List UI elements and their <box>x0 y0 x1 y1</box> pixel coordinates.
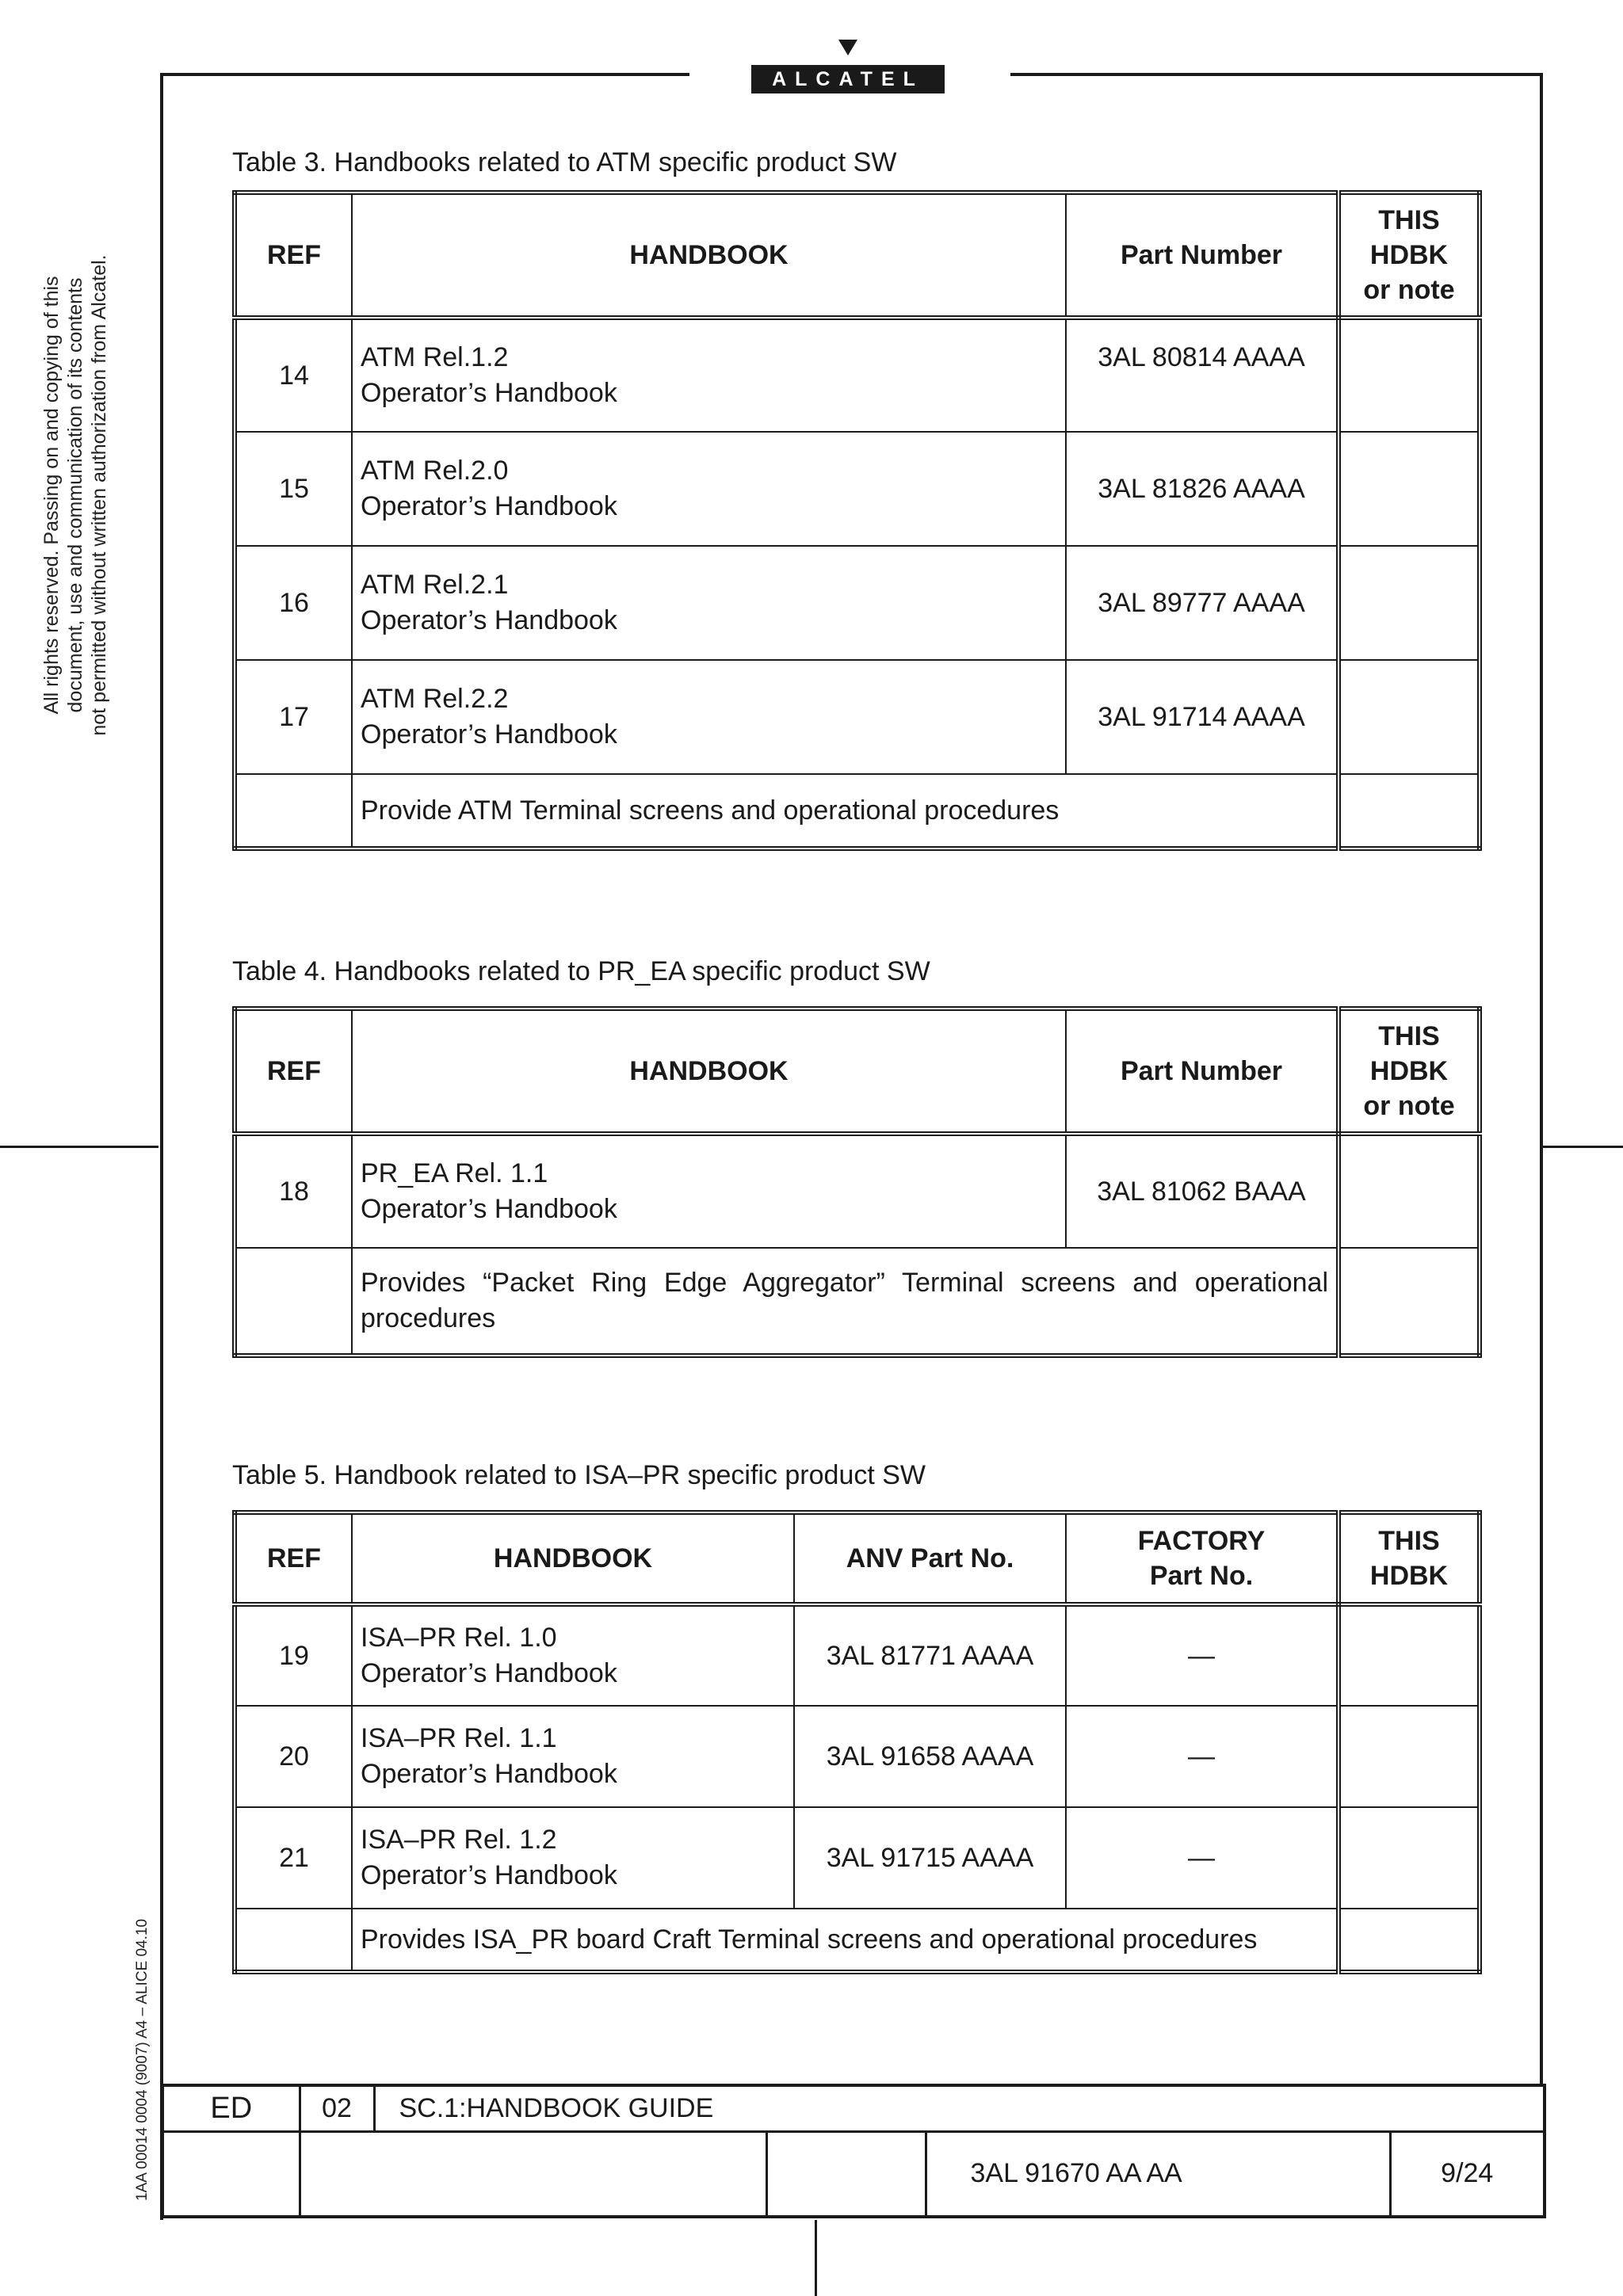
handbook-subtitle: Operator’s Handbook <box>361 1860 617 1890</box>
note-cell: Provides “Packet Ring Edge Aggregator” Terminal screens and operational procedures <box>352 1248 1338 1356</box>
table-3 <box>232 190 1482 851</box>
copyright-line: All rights reserved. Passing on and copying of this <box>40 276 63 715</box>
this-hdbk-cell <box>1338 774 1480 849</box>
logo-triangle-icon <box>838 40 857 55</box>
this-hdbk-cell <box>1338 318 1480 432</box>
ref-cell: 20 <box>235 1706 352 1807</box>
part-number-cell: 3AL 91714 AAAA <box>1066 660 1338 774</box>
ref-cell <box>235 1909 352 1972</box>
handbook-title: ISA–PR Rel. 1.2 <box>361 1825 557 1855</box>
this-hdbk-cell <box>1338 432 1480 546</box>
logo-text: ALCATEL <box>751 65 945 93</box>
table-note-row <box>235 1909 1480 1972</box>
fold-mark-right <box>1541 1146 1623 1148</box>
this-hdbk-cell <box>1338 1604 1480 1706</box>
header-part-number: Part Number <box>1066 1009 1338 1134</box>
copyright-line: document, use and communication of its contents <box>64 277 86 713</box>
handbook-cell <box>352 1706 794 1807</box>
part-number-cell: 3AL 81062 BAAA <box>1066 1134 1338 1248</box>
fold-mark-left <box>0 1146 158 1148</box>
handbook-subtitle: Operator’s Handbook <box>361 719 617 749</box>
footer-empty-cell <box>300 2131 766 2217</box>
footer-empty-cell <box>766 2131 926 2217</box>
ref-cell: 16 <box>235 546 352 660</box>
table-row <box>235 1134 1480 1248</box>
table-row <box>235 318 1480 432</box>
header-ref: REF <box>235 193 352 318</box>
header-line: THIS <box>1378 1526 1440 1556</box>
footer-title-block <box>161 2084 1546 2218</box>
handbook-cell <box>352 1604 794 1706</box>
ref-cell: 15 <box>235 432 352 546</box>
handbook-subtitle: Operator’s Handbook <box>361 605 617 635</box>
handbook-title: ATM Rel.2.1 <box>361 570 509 600</box>
this-hdbk-cell <box>1338 1706 1480 1807</box>
part-number-cell: 3AL 80814 AAAA <box>1066 318 1338 432</box>
header-handbook: HANDBOOK <box>352 1512 794 1604</box>
bottom-tick <box>815 2220 817 2296</box>
anv-part-cell: 3AL 91715 AAAA <box>794 1807 1066 1909</box>
header-line: HDBK <box>1369 240 1449 270</box>
handbook-subtitle: Operator’s Handbook <box>361 378 617 408</box>
handbook-cell <box>352 1134 1066 1248</box>
header-line: HDBK <box>1369 1561 1449 1591</box>
header-factory-part-no <box>1066 1512 1338 1604</box>
handbook-subtitle: Operator’s Handbook <box>361 491 617 521</box>
factory-part-cell: — <box>1066 1706 1338 1807</box>
anv-part-cell: 3AL 81771 AAAA <box>794 1604 1066 1706</box>
table-row <box>235 546 1480 660</box>
handbook-cell <box>352 318 1066 432</box>
this-hdbk-cell <box>1338 1909 1480 1972</box>
factory-part-cell: — <box>1066 1807 1338 1909</box>
handbook-subtitle: Operator’s Handbook <box>361 1759 617 1789</box>
ref-cell: 17 <box>235 660 352 774</box>
table-row <box>235 1604 1480 1706</box>
footer-empty-cell <box>162 2131 300 2217</box>
table-5-caption: Table 5. Handbook related to ISA–PR specific product SW <box>232 1460 926 1490</box>
header-anv-part-no: ANV Part No. <box>794 1512 1066 1604</box>
handbook-title: PR_EA Rel. 1.1 <box>361 1158 548 1188</box>
header-line: Part No. <box>1149 1561 1254 1591</box>
header-ref: REF <box>235 1009 352 1134</box>
handbook-title: ISA–PR Rel. 1.1 <box>361 1723 557 1753</box>
header-this-hdbk <box>1338 1512 1480 1604</box>
ref-cell <box>235 1248 352 1356</box>
table-note-row <box>235 774 1480 849</box>
header-handbook: HANDBOOK <box>352 193 1066 318</box>
part-number-cell: 3AL 89777 AAAA <box>1066 546 1338 660</box>
table-3-caption: Table 3. Handbooks related to ATM specific product SW <box>232 147 897 177</box>
section-title: SC.1:HANDBOOK GUIDE <box>374 2085 1545 2131</box>
handbook-cell <box>352 1807 794 1909</box>
note-cell: Provide ATM Terminal screens and operational procedures <box>352 774 1338 849</box>
handbook-cell <box>352 432 1066 546</box>
header-line: HDBK <box>1369 1056 1449 1086</box>
header-part-number: Part Number <box>1066 193 1338 318</box>
header-line: or note <box>1363 1091 1455 1121</box>
page-number: 9/24 <box>1390 2131 1545 2217</box>
ref-cell <box>235 774 352 849</box>
handbook-cell <box>352 660 1066 774</box>
frame-top-left <box>160 73 689 76</box>
table-row <box>235 660 1480 774</box>
header-line: THIS <box>1378 205 1440 235</box>
table-row <box>235 1706 1480 1807</box>
anv-part-cell: 3AL 91658 AAAA <box>794 1706 1066 1807</box>
ref-cell: 14 <box>235 318 352 432</box>
ref-cell: 18 <box>235 1134 352 1248</box>
this-hdbk-cell <box>1338 546 1480 660</box>
this-hdbk-cell <box>1338 1134 1480 1248</box>
header-this-hdbk <box>1338 193 1480 318</box>
header-line: THIS <box>1378 1021 1440 1051</box>
handbook-title: ATM Rel.2.0 <box>361 456 509 486</box>
header-line: FACTORY <box>1137 1526 1266 1556</box>
ref-cell: 19 <box>235 1604 352 1706</box>
header-ref: REF <box>235 1512 352 1604</box>
ed-label: ED <box>162 2085 300 2131</box>
handbook-title: ISA–PR Rel. 1.0 <box>361 1623 557 1653</box>
header-line: or note <box>1363 275 1455 305</box>
ed-value: 02 <box>300 2085 374 2131</box>
handbook-subtitle: Operator’s Handbook <box>361 1194 617 1224</box>
table-4-caption: Table 4. Handbooks related to PR_EA specific product SW <box>232 956 930 986</box>
factory-part-cell: — <box>1066 1604 1338 1706</box>
alcatel-logo <box>751 40 945 95</box>
table-5 <box>232 1510 1482 1974</box>
form-code: 1AA 00014 0004 (9007) A4 – ALICE 04.10 <box>134 1919 151 2202</box>
handbook-title: ATM Rel.2.2 <box>361 684 509 714</box>
note-cell: Provides ISA_PR board Craft Terminal screens and operational procedures <box>352 1909 1338 1972</box>
handbook-subtitle: Operator’s Handbook <box>361 1658 617 1688</box>
part-number-cell: 3AL 81826 AAAA <box>1066 432 1338 546</box>
ref-cell: 21 <box>235 1807 352 1909</box>
header-this-hdbk <box>1338 1009 1480 1134</box>
handbook-cell <box>352 546 1066 660</box>
copyright-notice <box>40 210 111 780</box>
table-row <box>235 1807 1480 1909</box>
header-handbook: HANDBOOK <box>352 1009 1066 1134</box>
table-note-row <box>235 1248 1480 1356</box>
handbook-title: ATM Rel.1.2 <box>361 342 509 372</box>
this-hdbk-cell <box>1338 1248 1480 1356</box>
copyright-line: not permitted without written authorization from Alcatel. <box>88 254 110 736</box>
this-hdbk-cell <box>1338 1807 1480 1909</box>
document-number: 3AL 91670 AA AA <box>926 2131 1390 2217</box>
table-row <box>235 432 1480 546</box>
table-4 <box>232 1006 1482 1358</box>
this-hdbk-cell <box>1338 660 1480 774</box>
frame-left-border <box>160 73 163 2220</box>
frame-right-border <box>1540 73 1543 2085</box>
frame-top-right <box>1010 73 1543 76</box>
